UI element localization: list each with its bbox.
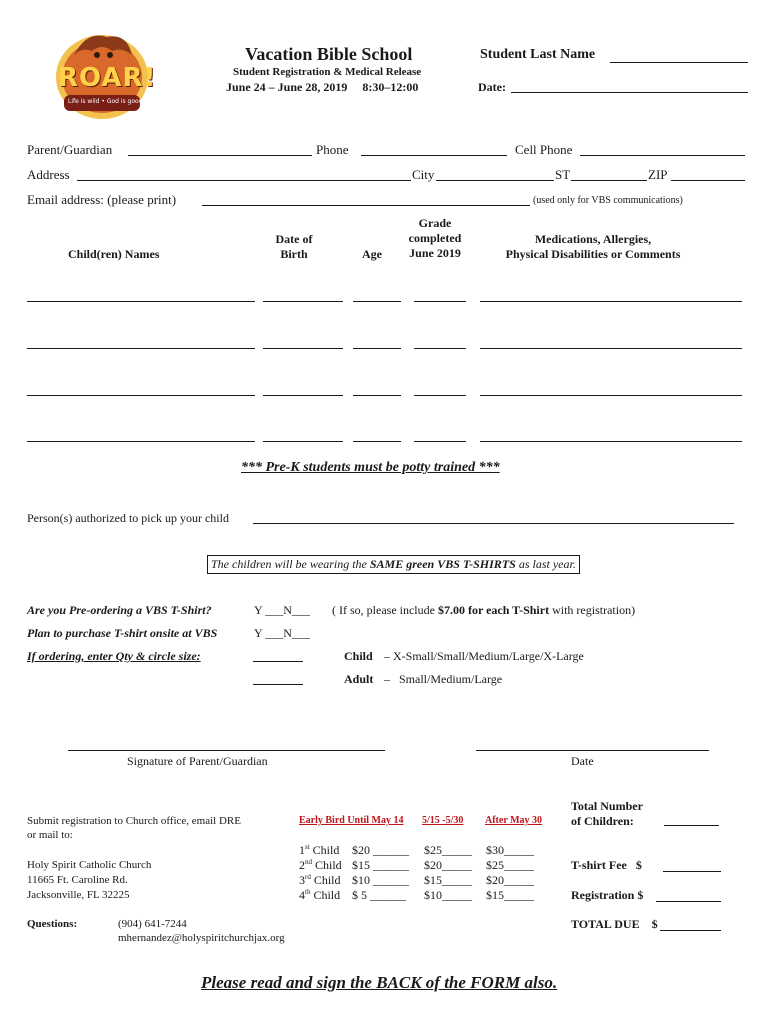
church-name: Holy Spirit Catholic Church xyxy=(27,859,152,871)
signature-date-label: Date xyxy=(571,754,594,768)
col-dob-line2: Birth xyxy=(280,247,308,261)
col-child-names: Child(ren) Names xyxy=(68,247,160,261)
last-name-label: Student Last Name xyxy=(480,47,596,62)
preorder-note xyxy=(332,603,635,618)
pickup-field[interactable] xyxy=(253,523,734,524)
form-subtitle: Student Registration & Medical Release xyxy=(233,66,422,78)
submit-line2: or mail to: xyxy=(27,829,73,841)
child-size-label: Child xyxy=(344,649,373,663)
city-field[interactable] xyxy=(436,180,554,181)
last-name-field[interactable] xyxy=(610,62,748,63)
date-label: Date: xyxy=(478,80,506,94)
child-medical-field[interactable] xyxy=(480,395,742,396)
col-med-line2: Physical Disabilities or Comments xyxy=(505,247,681,261)
child-dob-field[interactable] xyxy=(263,441,343,442)
child-dob-field[interactable] xyxy=(263,348,343,349)
contact-email[interactable]: mhernandez@holyspiritchurchjax.org xyxy=(118,932,285,944)
price-late: $20_____ xyxy=(486,873,534,887)
address-label: Address xyxy=(27,167,70,182)
vbs-roar-logo xyxy=(52,25,157,123)
mid-period-header: 5/15 -5/30 xyxy=(422,815,464,826)
tshirt-fee-field[interactable] xyxy=(663,871,721,872)
ordering-label: If ordering, enter Qty & circle size: xyxy=(27,649,201,663)
child-age-field[interactable] xyxy=(353,301,401,302)
signature-field[interactable] xyxy=(68,750,385,751)
email-label: Email address: (please print) xyxy=(27,192,177,207)
price-mid: $10_____ xyxy=(424,888,472,902)
price-mid: $25_____ xyxy=(424,843,472,857)
email-field[interactable] xyxy=(202,205,530,206)
potty-trained-notice: *** Pre-K students must be potty trained *** xyxy=(241,460,500,475)
registration-label: Registration $ xyxy=(571,888,644,902)
early-bird-header: Early Bird Until May 14 xyxy=(299,815,404,826)
price-early: $15 ______ xyxy=(352,858,409,872)
tshirt-info-pre: The children will be wearing the xyxy=(211,557,370,571)
child-medical-field[interactable] xyxy=(480,301,742,302)
price-early: $ 5 ______ xyxy=(352,888,406,902)
zip-field[interactable] xyxy=(671,180,745,181)
col-dob xyxy=(262,232,326,262)
church-street: 11665 Ft. Caroline Rd. xyxy=(27,874,128,886)
child-grade-field[interactable] xyxy=(414,395,466,396)
tshirt-info-post: as last year. xyxy=(515,557,576,571)
price-late: $25_____ xyxy=(486,858,534,872)
total-children-line2: of Children: xyxy=(571,814,634,828)
child-size-options[interactable]: – X-Small/Small/Medium/Large/X-Large xyxy=(384,649,584,663)
event-dates: June 24 – June 28, 2019 8:30–12:00 xyxy=(226,80,419,94)
col-grade-line2: completed xyxy=(408,231,462,245)
signature-label: Signature of Parent/Guardian xyxy=(127,754,268,768)
price-early: $10 ______ xyxy=(352,873,409,887)
child-grade-field[interactable] xyxy=(414,348,466,349)
child-name-field[interactable] xyxy=(27,348,255,349)
parent-field[interactable] xyxy=(128,155,312,156)
child-grade-field[interactable] xyxy=(414,301,466,302)
child-medical-field[interactable] xyxy=(480,348,742,349)
pickup-label: Person(s) authorized to pick up your child xyxy=(27,511,229,525)
onsite-question: Plan to purchase T-shirt onsite at VBS xyxy=(27,626,218,640)
total-children-line1: Total Number xyxy=(571,799,643,813)
price-early: $20 ______ xyxy=(352,843,409,857)
tshirt-fee-label: T-shirt Fee $ xyxy=(571,858,642,872)
total-due-field[interactable] xyxy=(660,930,721,931)
col-age: Age xyxy=(362,247,382,261)
city-label: City xyxy=(412,167,435,182)
adult-size-options[interactable]: – Small/Medium/Large xyxy=(384,672,503,686)
child-age-field[interactable] xyxy=(353,395,401,396)
phone-field[interactable] xyxy=(361,155,507,156)
col-grade-line3: June 2019 xyxy=(409,246,461,260)
price-mid: $20_____ xyxy=(424,858,472,872)
cell-phone-field[interactable] xyxy=(580,155,745,156)
price-child-label: 1st Child xyxy=(299,843,340,857)
footer-notice: Please read and sign the BACK of the FORM also. xyxy=(201,973,558,992)
tshirt-info-bold: SAME green VBS T-SHIRTS xyxy=(369,557,516,571)
child-qty-field[interactable] xyxy=(253,661,303,662)
address-field[interactable] xyxy=(77,180,411,181)
after-header: After May 30 xyxy=(485,815,543,826)
price-late: $15_____ xyxy=(486,888,534,902)
contact-phone: (904) 641-7244 xyxy=(118,918,187,930)
price-child-label: 2nd Child xyxy=(299,858,342,872)
col-grade-line1: Grade xyxy=(418,216,452,230)
adult-qty-field[interactable] xyxy=(253,684,303,685)
price-mid: $15_____ xyxy=(424,873,472,887)
price-child-label: 3rd Child xyxy=(299,873,341,887)
registration-field[interactable] xyxy=(656,901,721,902)
total-children-label xyxy=(571,799,643,829)
st-field[interactable] xyxy=(571,180,647,181)
st-label: ST xyxy=(555,167,571,182)
child-age-field[interactable] xyxy=(353,348,401,349)
col-dob-line1: Date of xyxy=(275,232,313,246)
col-grade xyxy=(400,216,470,261)
col-med-line1: Medications, Allergies, xyxy=(534,232,652,246)
total-children-field[interactable] xyxy=(664,825,719,826)
preorder-note-post: with registration) xyxy=(549,603,636,617)
child-medical-field[interactable] xyxy=(480,441,742,442)
adult-size-label: Adult xyxy=(344,672,374,686)
cell-phone-label: Cell Phone xyxy=(515,142,573,157)
preorder-yn[interactable]: Y ___N___ xyxy=(254,603,310,617)
submit-line1: Submit registration to Church office, email DRE xyxy=(27,815,241,827)
phone-label: Phone xyxy=(316,142,349,157)
date-field[interactable] xyxy=(511,92,748,93)
child-age-field[interactable] xyxy=(353,441,401,442)
price-late: $30_____ xyxy=(486,843,534,857)
onsite-yn[interactable]: Y ___N___ xyxy=(254,626,310,640)
page-title: Vacation Bible School xyxy=(245,44,413,64)
child-name-field[interactable] xyxy=(27,441,255,442)
questions-label: Questions: xyxy=(27,918,78,930)
church-city: Jacksonville, FL 32225 xyxy=(27,889,130,901)
preorder-note-pre: ( If so, please include xyxy=(332,603,438,617)
logo-word: ROAR! xyxy=(58,63,157,93)
child-dob-field[interactable] xyxy=(263,301,343,302)
zip-label: ZIP xyxy=(648,167,668,182)
tshirt-info-box xyxy=(207,555,580,574)
total-due-label: TOTAL DUE $ xyxy=(571,917,658,931)
child-grade-field[interactable] xyxy=(414,441,466,442)
signature-date-field[interactable] xyxy=(476,750,709,751)
preorder-question: Are you Pre-ordering a VBS T-Shirt? xyxy=(27,603,212,617)
logo-tagline: Life is wild • God is good xyxy=(68,98,143,105)
email-note: (used only for VBS communications) xyxy=(533,195,683,206)
child-name-field[interactable] xyxy=(27,395,255,396)
child-name-field[interactable] xyxy=(27,301,255,302)
preorder-note-bold: $7.00 for each T-Shirt xyxy=(437,603,550,617)
col-medications xyxy=(488,232,698,262)
parent-label: Parent/Guardian xyxy=(27,142,113,157)
price-child-label: 4th Child xyxy=(299,888,341,902)
child-dob-field[interactable] xyxy=(263,395,343,396)
